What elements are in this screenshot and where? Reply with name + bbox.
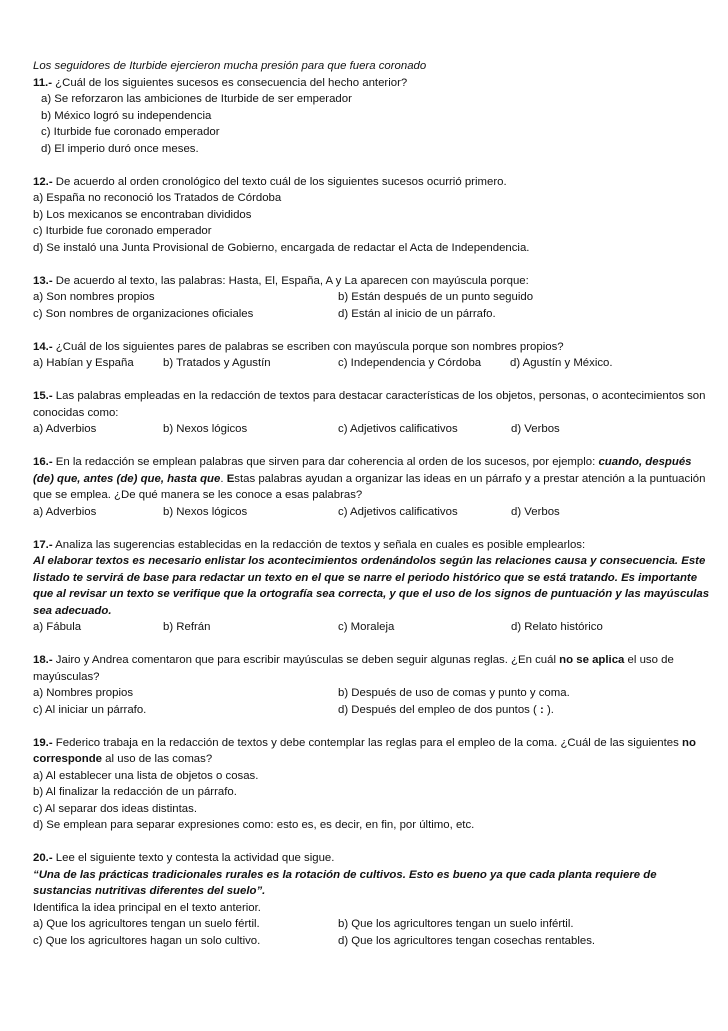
option-c: c) Adjetivos calificativos [338,423,458,435]
intro-statement: Los seguidores de Iturbide ejercieron mucha presión para que fuera coronado [33,60,427,72]
option-a: a) Habían y España [33,357,134,369]
emphasis: no se aplica [559,654,625,666]
question-number: 18.- [33,654,53,666]
option-c: c) Iturbide fue coronado emperador [41,126,220,138]
option-d: d) Están al inicio de un párrafo. [338,307,496,320]
option-b: b) Los mexicanos se encontraban divididos [33,208,252,221]
option-d: d) Verbos [511,505,560,518]
option-d: d) Se instaló una Junta Provisional de Gobierno, encargada de redactar el Acta de Independencia. [33,241,530,254]
option-a: a) Adverbios [33,423,97,435]
connector-examples: cuando, después (de) que, antes (de) que, hasta que [33,456,692,485]
option-c: c) Adjetivos calificativos [338,505,458,518]
question-19: 19.- Federico trabaja en la redacción de textos y debe contemplar las reglas para el empleo de la coma. ¿Cuál de las siguientes no corresponde al uso de las comas? a) Al establecer una lista de objetos o cosas. b) Al finalizar la redacción de un párrafo. c) Al separar dos ideas distintas. d) Se emplean para separar expresiones como: esto es, es decir, en fin, por último, etc. [33,735,714,834]
option-b: b) Están después de un punto seguido [338,291,534,303]
question-number: 15.- [33,390,53,402]
question-number: 20.- [33,852,53,864]
question-text: Jairo y Andrea comentaron que para escribir mayúsculas se deben seguir algunas reglas. ¿En cuál [52,654,560,666]
option-c: c) Moraleja [338,621,395,633]
question-text: Las palabras empleadas en la redacción de textos para destacar características de los objetos, personas, o acontecimientos son conocidas como: [33,390,706,419]
option-a: a) Fábula [33,621,82,633]
quoted-passage: Al elaborar textos es necesario enlistar los acontecimientos ordenándolos según las relaciones causa y consecuencia. Este listado te servirá de base para redactar un texto en el que se narre el periodo histórico que se está tratando. Es importante que al revisar un texto se verifique que la ortografía sea correcta, y que el uso de los signos de puntuación y las mayúsculas sea adecuado. [33,555,710,617]
option-b: b) México logró su independencia [41,109,212,122]
option-b: b) Después de uso de comas y punto y coma. [338,687,570,699]
option-a: a) Que los agricultores tengan un suelo fértil. [33,918,260,930]
question-text: Analiza las sugerencias establecidas en la redacción de textos y señala en cuales es posible emplearlos: [52,538,586,551]
option-b: b) Al finalizar la redacción de un párrafo. [33,786,237,798]
option-d: d) Se emplean para separar expresiones como: esto es, es decir, en fin, por último, etc. [33,819,475,831]
question-11 [33,75,714,158]
option-b: b) Tratados y Agustín [163,357,271,369]
option-c: c) Que los agricultores hagan un solo cultivo. [33,934,261,947]
instruction: Identifica la idea principal en el texto anterior. [33,901,261,914]
option-d: d) Relato histórico [511,621,603,633]
emphasis: no corresponde [33,736,696,765]
question-17 [33,537,714,636]
option-a: a) Nombres propios [33,687,134,699]
question-number: 13.- [33,274,53,287]
question-text: De acuerdo al texto, las palabras: Hasta, El, España, A y La aparecen con mayúscula porque: [52,274,529,287]
question-18: 18.- Jairo y Andrea comentaron que para escribir mayúsculas se deben seguir algunas reglas. ¿En cuál no se aplica el uso de mayúsculas? a) Nombres propios b) Después de uso de comas y punto y coma. c) Al iniciar un párrafo. d) Después del empleo de dos puntos ( : ). [33,652,714,718]
option-c: c) Al iniciar un párrafo. [33,703,147,716]
option-d: d) Que los agricultores tengan cosechas rentables. [338,934,596,947]
question-text: De acuerdo al orden cronológico del texto cuál de los siguientes sucesos ocurrió primero. [52,175,507,188]
option-a: a) España no reconoció los Tratados de Córdoba [33,192,282,204]
question-16: 16.- En la redacción se emplean palabras que sirven para dar coherencia al orden de los sucesos, por ejemplo: cuando, después (de) que, antes (de) que, hasta que. Estas palabras ayudan a organizar las ideas en un párrafo y a prestar atención a la puntuación que se emplea. ¿De qué manera se les conoce a esas palabras? a) Adverbios b) Nexos lógicos c) Adjetivos calificativos d) Verbos [33,454,714,520]
question-text: En la redacción se emplean palabras que sirven para dar coherencia al orden de los sucesos, por ejemplo: [52,456,599,468]
option-a: a) Adverbios [33,505,97,518]
option-d: d) Después del empleo de dos puntos ( : ). [338,703,554,716]
option-c: c) Son nombres de organizaciones oficiales [33,307,254,320]
question-number: 16.- [33,456,53,468]
option-d: d) Verbos [511,423,560,435]
option-b: b) Que los agricultores tengan un suelo infértil. [338,918,574,930]
question-text: Federico trabaja en la redacción de textos y debe contemplar las reglas para el empleo de la coma. ¿Cuál de las siguientes [52,736,683,749]
question-13 [33,273,714,323]
option-c: c) Iturbide fue coronado emperador [33,225,212,237]
question-14 [33,339,714,372]
option-b: b) Nexos lógicos [163,423,248,435]
option-a: a) Se reforzaron las ambiciones de Iturbide de ser emperador [41,93,352,105]
question-number: 12.- [33,175,53,188]
question-number: 14.- [33,340,53,353]
option-c: c) Al separar dos ideas distintas. [33,802,197,815]
question-number: 19.- [33,736,53,749]
question-15 [33,388,714,438]
question-12 [33,174,714,257]
question-text: ¿Cuál de los siguientes sucesos es consecuencia del hecho anterior? [52,76,408,89]
option-c: c) Independencia y Córdoba [338,357,482,369]
option-a: a) Son nombres propios [33,291,155,303]
quoted-passage: “Una de las prácticas tradicionales rurales es la rotación de cultivos. Esto es bueno ya que cada planta requiere de sustancias nutritivas diferentes del suelo”. [33,868,657,897]
question-text: Lee el siguiente texto y contesta la actividad que sigue. [52,852,335,864]
question-text: ¿Cuál de los siguientes pares de palabras se escriben con mayúscula porque son nombres propios? [52,340,564,353]
option-d: d) El imperio duró once meses. [41,142,199,155]
option-b: b) Nexos lógicos [163,505,248,518]
question-number: 17.- [33,538,53,551]
question-20 [33,850,714,949]
option-b: b) Refrán [163,621,211,633]
option-d: d) Agustín y México. [510,357,613,369]
option-a: a) Al establecer una lista de objetos o cosas. [33,769,259,782]
question-number: 11.- [33,76,52,89]
